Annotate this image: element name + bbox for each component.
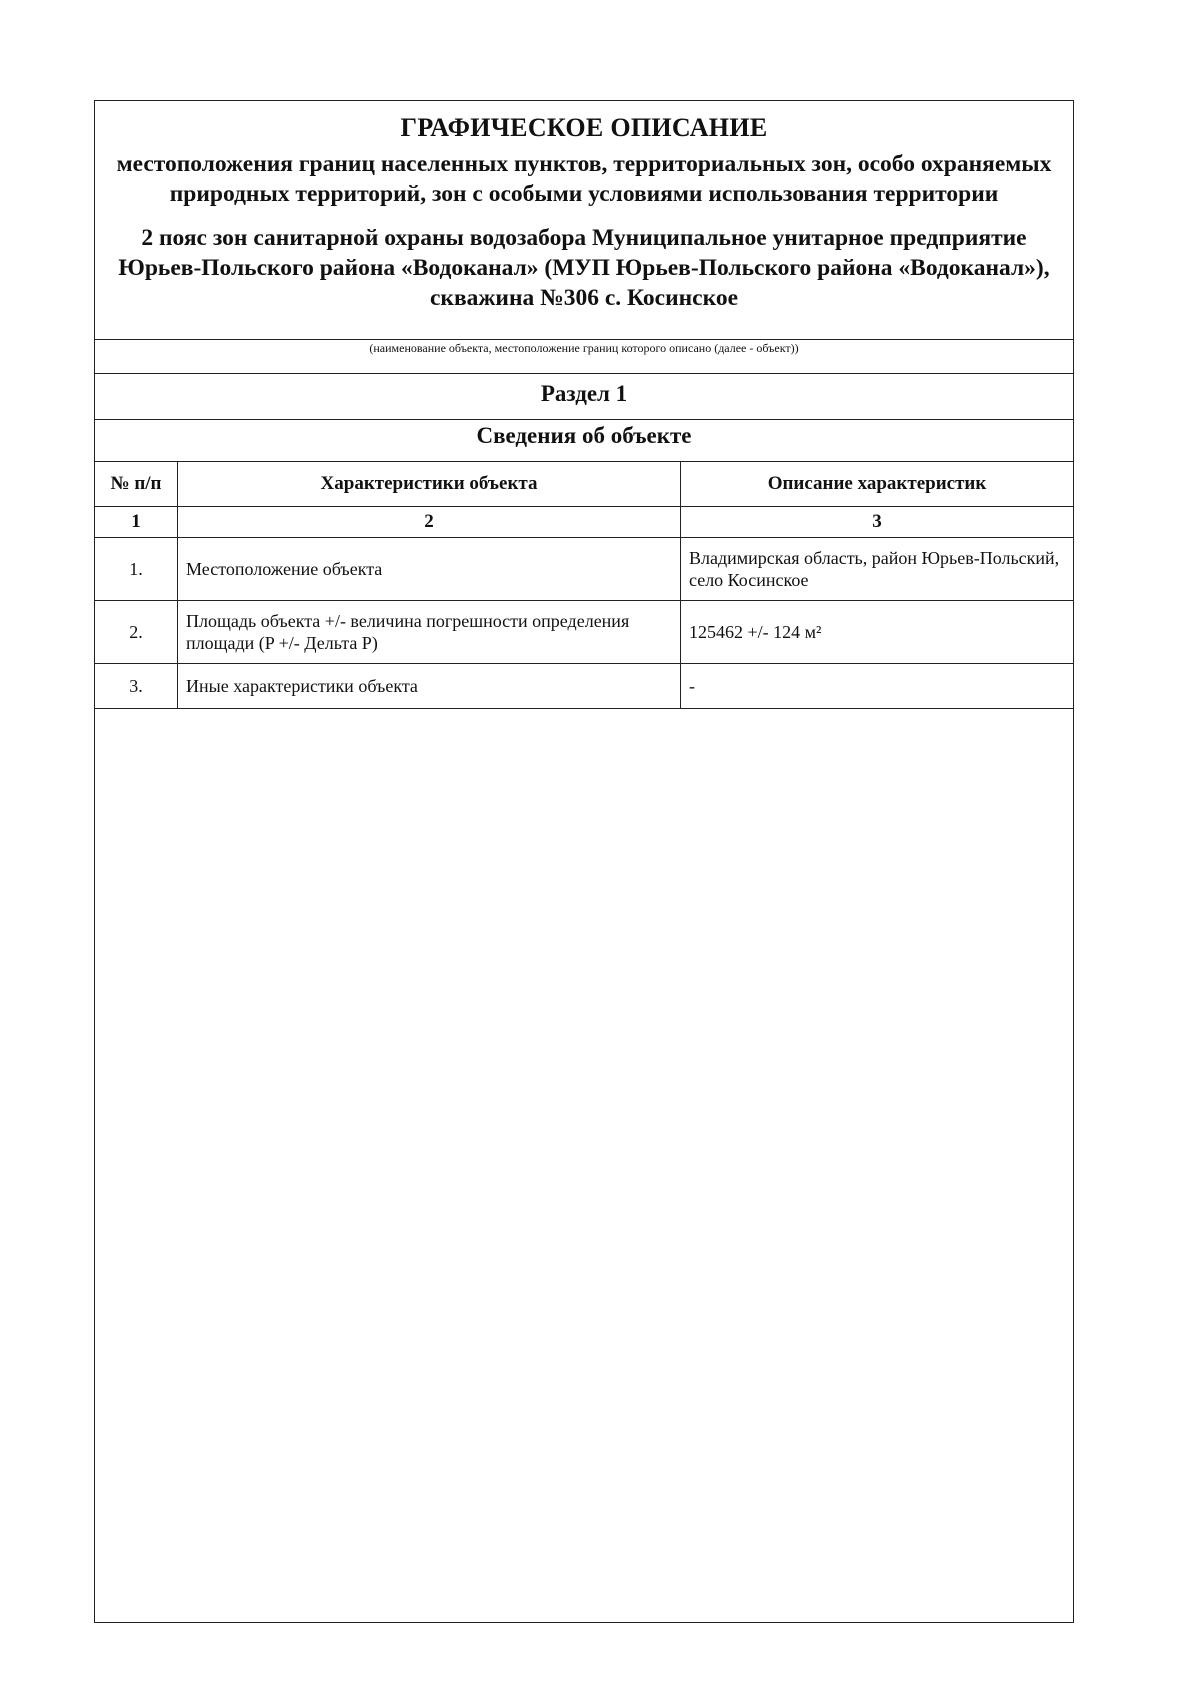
column-number-row (95, 507, 1073, 538)
object-name: 2 пояс зон санитарной охраны водозабора Муниципальное унитарное предприятие Юрьев-Польского района «Водоканал» (МУП Юрьев-Польского района «Водоканал»), скважина №306 с. Косинское (118, 225, 1050, 311)
table-header-row (95, 462, 1073, 507)
row-num: 1. (95, 538, 178, 601)
table-row (95, 601, 1073, 664)
row-description: Владимирская область, район Юрьев-Польский, село Косинское (681, 538, 1074, 601)
col-header-description: Описание характеристик (681, 462, 1074, 507)
row-characteristic: Площадь объекта +/- величина погрешности определения площади (P +/- Дельта P) (178, 601, 681, 664)
row-description: - (681, 664, 1074, 709)
document-frame (94, 100, 1074, 1623)
row-num: 3. (95, 664, 178, 709)
object-info-table (95, 461, 1073, 709)
row-characteristic: Местоположение объекта (178, 538, 681, 601)
document-title: ГРАФИЧЕСКОЕ ОПИСАНИЕ (400, 113, 768, 142)
document-subtitle: местоположения границ населенных пунктов, территориальных зон, особо охраняемых природных территорий, зон с особыми условиями использования территории (116, 151, 1052, 207)
section-title: Раздел 1 (540, 381, 628, 406)
col-header-num: № п/п (95, 462, 178, 507)
divider (95, 339, 1073, 340)
row-num: 2. (95, 601, 178, 664)
col-number: 3 (681, 507, 1074, 538)
col-number: 1 (95, 507, 178, 538)
section-subtitle: Сведения об объекте (476, 423, 692, 448)
row-characteristic: Иные характеристики объекта (178, 664, 681, 709)
document-header (95, 101, 1073, 339)
row-description: 125462 +/- 124 м² (681, 601, 1074, 664)
col-number: 2 (178, 507, 681, 538)
table-row (95, 538, 1073, 601)
object-caption: (наименование объекта, местоположение границ которого описано (далее - объект)) (369, 341, 799, 355)
divider (95, 373, 1073, 374)
col-header-characteristic: Характеристики объекта (178, 462, 681, 507)
divider (95, 419, 1073, 420)
table-row (95, 664, 1073, 709)
